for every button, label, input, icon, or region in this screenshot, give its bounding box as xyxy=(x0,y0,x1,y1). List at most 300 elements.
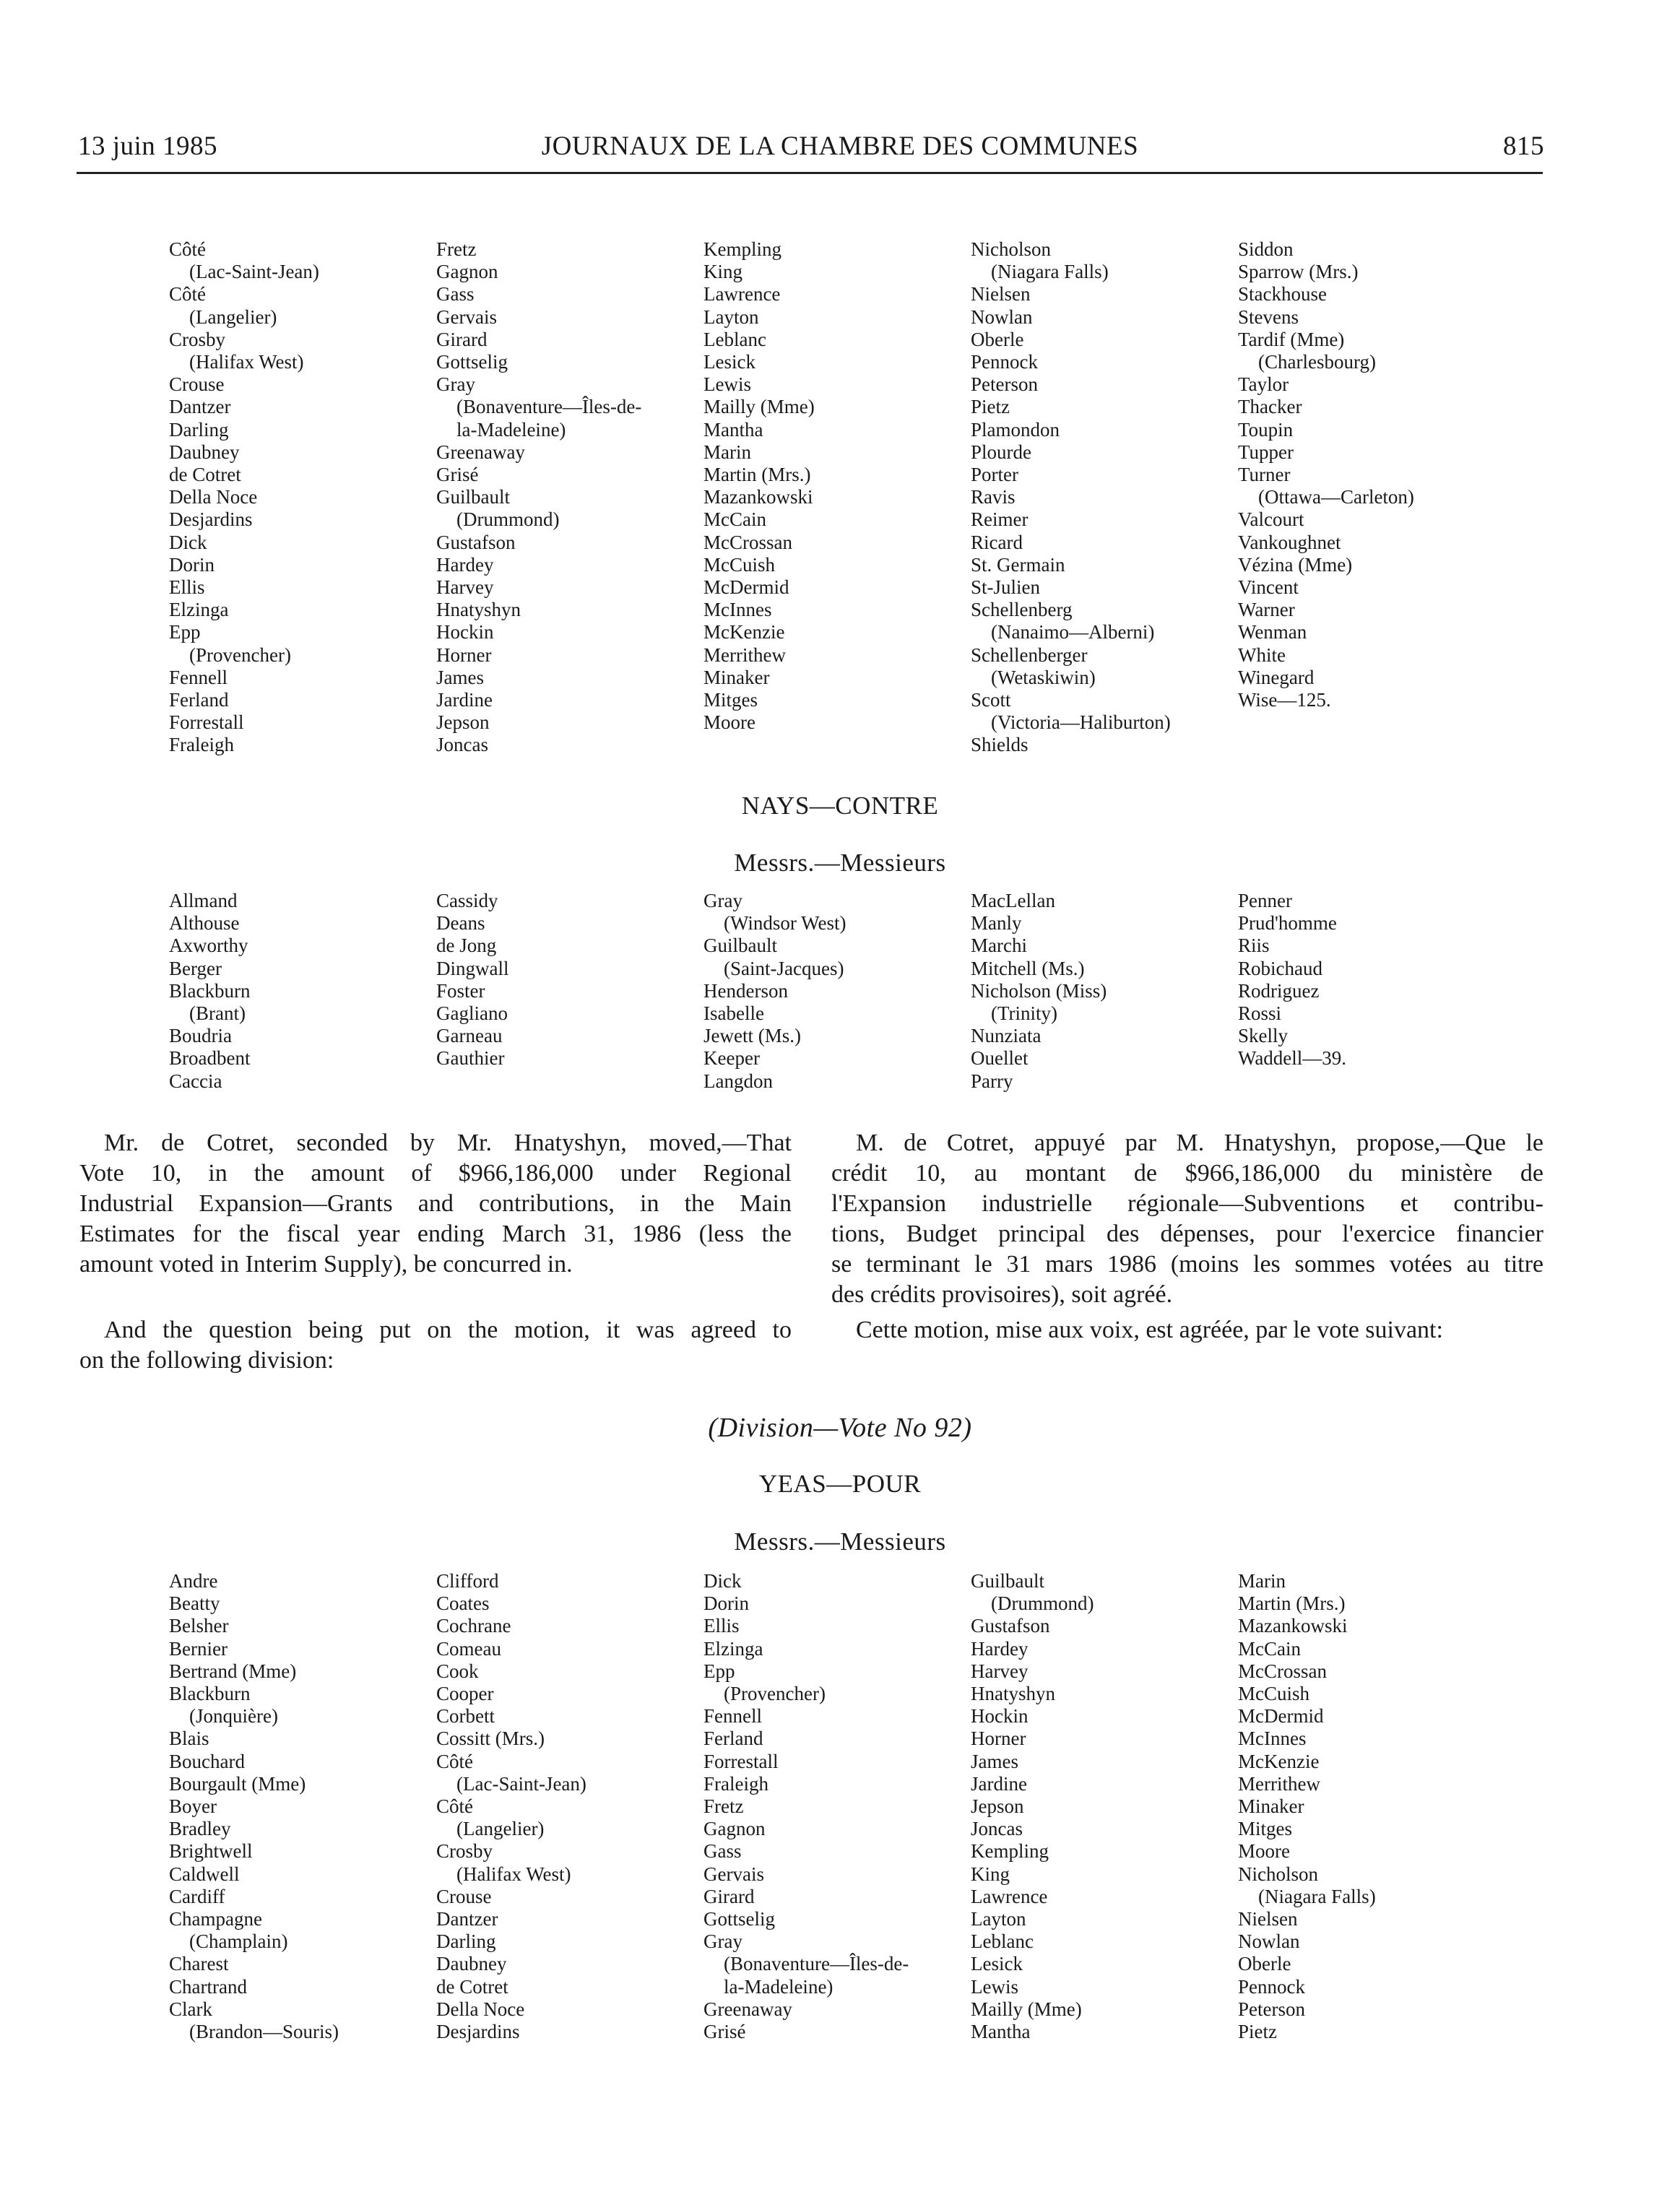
member-name: Lewis xyxy=(703,373,751,396)
member-name: Axworthy xyxy=(169,935,248,957)
member-name: Comeau xyxy=(436,1637,501,1660)
member-name: Dantzer xyxy=(436,1908,498,1930)
member-name: Penner xyxy=(1238,890,1292,911)
member-name: Berger xyxy=(169,957,222,979)
member-name: Guilbault xyxy=(436,486,510,508)
name-column xyxy=(169,890,429,1093)
member-name: (Langelier) xyxy=(456,1818,545,1840)
member-name: Wise—125. xyxy=(1238,689,1331,711)
member-name: (Brant) xyxy=(189,1002,246,1025)
member-name: Gottselig xyxy=(436,351,508,373)
member-name: (Victoria—Haliburton) xyxy=(991,711,1171,734)
member-name: Clark xyxy=(169,1998,212,2020)
member-name: MacLellan xyxy=(971,890,1055,911)
motion-french-line: des crédits provisoires), soit agréé. xyxy=(831,1281,1173,1308)
member-name: Pennock xyxy=(971,351,1038,373)
nays-subheading: Messrs.—Messieurs xyxy=(734,849,946,877)
member-name: Joncas xyxy=(436,734,488,756)
yeas-subheading: Messrs.—Messieurs xyxy=(734,1527,946,1556)
member-name: McCuish xyxy=(1238,1683,1310,1705)
member-name: Dorin xyxy=(169,553,215,576)
member-name: Rossi xyxy=(1238,1002,1282,1025)
member-name: (Drummond) xyxy=(456,508,560,531)
member-name: Fennell xyxy=(169,666,228,688)
name-column xyxy=(169,238,429,757)
member-name: Valcourt xyxy=(1238,508,1304,531)
member-name: Wenman xyxy=(1238,621,1307,643)
member-name: Jewett (Ms.) xyxy=(703,1025,801,1047)
member-name: Prud'homme xyxy=(1238,912,1337,935)
member-name: Skelly xyxy=(1238,1025,1289,1047)
member-name: Leblanc xyxy=(971,1930,1034,1953)
member-name: McInnes xyxy=(703,599,772,621)
member-name: Thacker xyxy=(1238,396,1302,418)
question-english xyxy=(79,1315,792,1376)
member-name: Crosby xyxy=(436,1840,493,1863)
member-name: Dingwall xyxy=(436,957,509,979)
member-name: McCrossan xyxy=(1238,1660,1327,1682)
member-name: Tardif (Mme) xyxy=(1238,328,1345,350)
member-name: Winegard xyxy=(1238,666,1315,688)
member-name: (Ottawa—Carleton) xyxy=(1258,486,1414,508)
member-name: (Nanaimo—Alberni) xyxy=(991,621,1155,643)
member-name: Sparrow (Mrs.) xyxy=(1238,261,1359,283)
member-name: Girard xyxy=(436,328,488,350)
name-column xyxy=(971,890,1231,1093)
member-name: St-Julien xyxy=(971,576,1041,599)
member-name: Riis xyxy=(1238,935,1270,957)
member-name: Ellis xyxy=(169,576,205,599)
member-name: Nicholson (Miss) xyxy=(971,979,1107,1002)
journal-title: JOURNAUX DE LA CHAMBRE DES COMMUNES xyxy=(541,131,1139,161)
header-rule xyxy=(77,172,1543,174)
member-name: Kempling xyxy=(971,1840,1049,1863)
member-name: Nicholson xyxy=(1238,1863,1318,1885)
member-name: (Jonquière) xyxy=(189,1705,278,1728)
motion-french-line: crédit 10, au montant de $966,186,000 du ministère de xyxy=(831,1160,1543,1187)
member-name: Warner xyxy=(1238,599,1295,621)
member-name: Merrithew xyxy=(703,643,786,666)
member-name: Blackburn xyxy=(169,979,251,1002)
member-name: (Drummond) xyxy=(991,1592,1094,1615)
member-name: Beatty xyxy=(169,1592,220,1615)
member-name: Bernier xyxy=(169,1637,228,1660)
member-name: Minaker xyxy=(1238,1795,1304,1818)
member-name: (Trinity) xyxy=(991,1002,1058,1025)
member-name: Hardey xyxy=(436,553,494,576)
member-name: (Lac-Saint-Jean) xyxy=(456,1772,586,1795)
motion-english-line: amount voted in Interim Supply), be concurred in. xyxy=(79,1251,573,1278)
member-name: Jardine xyxy=(971,1772,1027,1795)
member-name: Rodriguez xyxy=(1238,979,1320,1002)
member-name: James xyxy=(436,666,484,688)
member-name: Plourde xyxy=(971,441,1031,463)
member-name: Cossitt (Mrs.) xyxy=(436,1728,545,1750)
member-name: Brightwell xyxy=(169,1840,253,1863)
member-name: Gray xyxy=(436,373,475,396)
member-name: McCain xyxy=(703,508,766,531)
member-name: McKenzie xyxy=(1238,1750,1320,1772)
member-name: Moore xyxy=(1238,1840,1290,1863)
member-name: Vincent xyxy=(1238,576,1299,599)
member-name: la-Madeleine) xyxy=(724,1975,833,1998)
member-name: Pennock xyxy=(1238,1975,1305,1998)
member-name: White xyxy=(1238,643,1286,666)
member-name: Ellis xyxy=(703,1615,740,1637)
member-name: Bourgault (Mme) xyxy=(169,1772,306,1795)
member-name: Della Noce xyxy=(169,486,258,508)
member-name: Porter xyxy=(971,464,1018,486)
member-name: St. Germain xyxy=(971,553,1065,576)
member-name: Harvey xyxy=(436,576,494,599)
member-name: Cooper xyxy=(436,1683,494,1705)
member-name: (Brandon—Souris) xyxy=(189,2021,339,2043)
member-name: Toupin xyxy=(1238,418,1294,441)
member-name: Gervais xyxy=(703,1863,764,1885)
member-name: Martin (Mrs.) xyxy=(703,464,811,486)
member-name: Nielsen xyxy=(1238,1908,1298,1930)
question-french-line: Cette motion, mise aux voix, est agréée, par le vote suivant: xyxy=(856,1317,1443,1343)
member-name: Crouse xyxy=(436,1885,492,1907)
member-name: Cassidy xyxy=(436,890,498,911)
member-name: Robichaud xyxy=(1238,957,1322,979)
member-name: Horner xyxy=(436,643,492,666)
member-name: Foster xyxy=(436,979,485,1002)
member-name: Bradley xyxy=(169,1818,231,1840)
member-name: Manly xyxy=(971,912,1022,935)
question-french xyxy=(831,1315,1543,1345)
member-name: Lawrence xyxy=(971,1885,1048,1907)
member-name: Elzinga xyxy=(169,599,229,621)
member-name: (Langelier) xyxy=(189,305,277,328)
member-name: Belsher xyxy=(169,1615,229,1637)
member-name: (Halifax West) xyxy=(456,1863,571,1885)
member-name: Gustafson xyxy=(436,531,516,553)
member-name: Reimer xyxy=(971,508,1029,531)
member-name: Gottselig xyxy=(703,1908,775,1930)
member-name: Peterson xyxy=(971,373,1038,396)
member-name: Stevens xyxy=(1238,305,1299,328)
member-name: Mitges xyxy=(1238,1818,1293,1840)
member-name: Layton xyxy=(703,305,759,328)
member-name: Daubney xyxy=(169,441,240,463)
member-name: Marchi xyxy=(971,935,1027,957)
member-name: Forrestall xyxy=(703,1750,779,1772)
member-name: Ferland xyxy=(169,689,229,711)
member-name: Gagnon xyxy=(436,261,498,283)
member-name: Daubney xyxy=(436,1953,507,1975)
name-column xyxy=(971,1570,1231,2043)
member-name: (Provencher) xyxy=(724,1683,826,1705)
motion-english-line: Mr. de Cotret, seconded by Mr. Hnatyshyn, moved,—That xyxy=(104,1130,792,1156)
member-name: Hnatyshyn xyxy=(971,1683,1055,1705)
division-title: (Division—Vote No 92) xyxy=(708,1413,972,1443)
member-name: Oberle xyxy=(971,328,1024,350)
member-name: Isabelle xyxy=(703,1002,764,1025)
name-column xyxy=(1238,890,1498,1070)
member-name: la-Madeleine) xyxy=(456,418,566,441)
member-name: King xyxy=(971,1863,1010,1885)
member-name: McDermid xyxy=(1238,1705,1324,1728)
member-name: Girard xyxy=(703,1885,755,1907)
member-name: Leblanc xyxy=(703,328,766,350)
member-name: (Lac-Saint-Jean) xyxy=(189,261,319,283)
member-name: Nowlan xyxy=(971,305,1033,328)
member-name: de Cotret xyxy=(436,1975,508,1998)
member-name: Fennell xyxy=(703,1705,762,1728)
member-name: Côté xyxy=(169,283,206,305)
member-name: Fretz xyxy=(436,238,477,260)
member-name: Charest xyxy=(169,1953,229,1975)
member-name: Garneau xyxy=(436,1025,503,1047)
member-name: (Charlesbourg) xyxy=(1258,351,1376,373)
member-name: Gass xyxy=(436,283,475,305)
member-name: (Niagara Falls) xyxy=(1258,1885,1376,1907)
member-name: Boudria xyxy=(169,1025,232,1047)
member-name: Jardine xyxy=(436,689,493,711)
member-name: Vézina (Mme) xyxy=(1238,553,1353,576)
member-name: Corbett xyxy=(436,1705,495,1728)
motion-english xyxy=(79,1128,792,1280)
name-column xyxy=(436,1570,696,2043)
member-name: Henderson xyxy=(703,979,788,1002)
member-name: Gauthier xyxy=(436,1047,505,1070)
member-name: Chartrand xyxy=(169,1975,247,1998)
motion-english-line: Estimates for the fiscal year ending March 31, 1986 (less the xyxy=(79,1221,792,1247)
member-name: Nicholson xyxy=(971,238,1051,260)
member-name: (Windsor West) xyxy=(724,912,847,935)
member-name: King xyxy=(703,261,742,283)
member-name: Fraleigh xyxy=(169,734,234,756)
member-name: Siddon xyxy=(1238,238,1294,260)
member-name: James xyxy=(971,1750,1018,1772)
name-column xyxy=(1238,238,1498,711)
member-name: Cook xyxy=(436,1660,479,1682)
member-name: Nowlan xyxy=(1238,1930,1300,1953)
member-name: Ravis xyxy=(971,486,1016,508)
member-name: Epp xyxy=(169,621,201,643)
member-name: Broadbent xyxy=(169,1047,251,1070)
member-name: Caldwell xyxy=(169,1863,240,1885)
member-name: Ricard xyxy=(971,531,1023,553)
member-name: (Wetaskiwin) xyxy=(991,666,1096,688)
member-name: Schellenberger xyxy=(971,643,1088,666)
member-name: Joncas xyxy=(971,1818,1023,1840)
member-name: Langdon xyxy=(703,1070,773,1092)
member-name: Cardiff xyxy=(169,1885,225,1907)
member-name: Marin xyxy=(703,441,751,463)
member-name: Jepson xyxy=(971,1795,1024,1818)
member-name: Blackburn xyxy=(169,1683,251,1705)
member-name: Marin xyxy=(1238,1570,1286,1592)
member-name: Della Noce xyxy=(436,1998,525,2020)
name-column xyxy=(436,890,696,1070)
member-name: Vankoughnet xyxy=(1238,531,1341,553)
member-name: Nielsen xyxy=(971,283,1031,305)
member-name: Plamondon xyxy=(971,418,1060,441)
motion-english-line: Industrial Expansion—Grants and contributions, in the Main xyxy=(79,1190,792,1217)
member-name: de Cotret xyxy=(169,464,241,486)
member-name: McKenzie xyxy=(703,621,785,643)
member-name: Scott xyxy=(971,689,1011,711)
name-column xyxy=(703,1570,964,2043)
member-name: Pietz xyxy=(971,396,1010,418)
member-name: (Provencher) xyxy=(189,643,291,666)
member-name: Ouellet xyxy=(971,1047,1029,1070)
member-name: Blais xyxy=(169,1728,209,1750)
member-name: Bertrand (Mme) xyxy=(169,1660,297,1682)
member-name: Merrithew xyxy=(1238,1772,1320,1795)
member-name: Harvey xyxy=(971,1660,1029,1682)
member-name: McCrossan xyxy=(703,531,792,553)
member-name: Darling xyxy=(169,418,229,441)
member-name: (Niagara Falls) xyxy=(991,261,1109,283)
member-name: Fretz xyxy=(703,1795,744,1818)
member-name: Deans xyxy=(436,912,485,935)
member-name: de Jong xyxy=(436,935,497,957)
member-name: Darling xyxy=(436,1930,496,1953)
motion-english-line: Vote 10, in the amount of $966,186,000 under Regional xyxy=(79,1160,792,1187)
member-name: Gagliano xyxy=(436,1002,508,1025)
member-name: Greenaway xyxy=(436,441,525,463)
member-name: Bouchard xyxy=(169,1750,245,1772)
name-column xyxy=(1238,1570,1498,2043)
member-name: Dantzer xyxy=(169,396,231,418)
motion-french xyxy=(831,1128,1543,1310)
member-name: Caccia xyxy=(169,1070,222,1092)
member-name: (Saint-Jacques) xyxy=(724,957,844,979)
member-name: Coates xyxy=(436,1592,490,1615)
nays-heading: NAYS—CONTRE xyxy=(741,792,939,820)
member-name: Mailly (Mme) xyxy=(703,396,815,418)
member-name: Mantha xyxy=(971,2021,1031,2043)
member-name: Guilbault xyxy=(971,1570,1044,1592)
member-name: Mazankowski xyxy=(1238,1615,1348,1637)
member-name: (Champlain) xyxy=(189,1930,288,1953)
member-name: Lawrence xyxy=(703,283,781,305)
member-name: Waddell—39. xyxy=(1238,1047,1347,1070)
member-name: Elzinga xyxy=(703,1637,763,1660)
member-name: Layton xyxy=(971,1908,1026,1930)
member-name: Hardey xyxy=(971,1637,1029,1660)
member-name: McCuish xyxy=(703,553,776,576)
member-name: Hockin xyxy=(436,621,494,643)
member-name: Boyer xyxy=(169,1795,217,1818)
member-name: Epp xyxy=(703,1660,735,1682)
member-name: Grisé xyxy=(436,464,479,486)
member-name: Allmand xyxy=(169,890,238,911)
member-name: Hnatyshyn xyxy=(436,599,521,621)
member-name: Tupper xyxy=(1238,441,1294,463)
member-name: Dorin xyxy=(703,1592,749,1615)
member-name: Jepson xyxy=(436,711,490,734)
member-name: Althouse xyxy=(169,912,240,935)
member-name: Peterson xyxy=(1238,1998,1305,2020)
member-name: Côté xyxy=(436,1795,473,1818)
member-name: (Halifax West) xyxy=(189,351,304,373)
member-name: Lesick xyxy=(703,351,755,373)
name-column xyxy=(703,890,964,1093)
member-name: Fraleigh xyxy=(703,1772,768,1795)
member-name: McInnes xyxy=(1238,1728,1307,1750)
name-column xyxy=(169,1570,429,2043)
member-name: Lewis xyxy=(971,1975,1018,1998)
member-name: Pietz xyxy=(1238,2021,1277,2043)
member-name: Côté xyxy=(436,1750,473,1772)
member-name: Oberle xyxy=(1238,1953,1291,1975)
member-name: Schellenberg xyxy=(971,599,1073,621)
member-name: Keeper xyxy=(703,1047,760,1070)
question-english-line: on the following division: xyxy=(79,1347,334,1374)
member-name: Taylor xyxy=(1238,373,1289,396)
name-column xyxy=(436,238,696,757)
member-name: McDermid xyxy=(703,576,789,599)
member-name: Andre xyxy=(169,1570,218,1592)
member-name: (Bonaventure—Îles-de- xyxy=(724,1953,909,1975)
member-name: Cochrane xyxy=(436,1615,511,1637)
member-name: Kempling xyxy=(703,238,781,260)
member-name: Gervais xyxy=(436,305,497,328)
member-name: Ferland xyxy=(703,1728,763,1750)
member-name: Clifford xyxy=(436,1570,499,1592)
member-name: Parry xyxy=(971,1070,1013,1092)
member-name: Desjardins xyxy=(436,2021,520,2043)
member-name: Grisé xyxy=(703,2021,746,2043)
motion-french-line: M. de Cotret, appuyé par M. Hnatyshyn, propose,—Que le xyxy=(856,1130,1543,1156)
question-english-line: And the question being put on the motion, it was agreed to xyxy=(104,1317,792,1343)
member-name: Dick xyxy=(703,1570,742,1592)
member-name: Desjardins xyxy=(169,508,253,531)
motion-french-line: l'Expansion industrielle régionale—Subventions et contribu- xyxy=(831,1190,1543,1217)
name-column xyxy=(703,238,964,734)
member-name: Lesick xyxy=(971,1953,1023,1975)
motion-french-line: tions, Budget principal des dépenses, pour l'exercice financier xyxy=(831,1221,1543,1247)
page-number: 815 xyxy=(1503,131,1544,161)
page-date: 13 juin 1985 xyxy=(78,131,218,161)
member-name: Mitchell (Ms.) xyxy=(971,957,1085,979)
member-name: Mazankowski xyxy=(703,486,813,508)
member-name: Crosby xyxy=(169,328,226,350)
member-name: Guilbault xyxy=(703,935,777,957)
name-column xyxy=(971,238,1231,757)
member-name: (Bonaventure—Îles-de- xyxy=(456,396,642,418)
member-name: Gray xyxy=(703,1930,742,1953)
member-name: Horner xyxy=(971,1728,1026,1750)
member-name: Gagnon xyxy=(703,1818,766,1840)
member-name: Turner xyxy=(1238,464,1291,486)
member-name: Greenaway xyxy=(703,1998,792,2020)
member-name: Hockin xyxy=(971,1705,1029,1728)
member-name: Moore xyxy=(703,711,755,734)
member-name: Gustafson xyxy=(971,1615,1050,1637)
motion-french-line: se terminant le 31 mars 1986 (moins les sommes votées au titre xyxy=(831,1251,1543,1278)
member-name: Dick xyxy=(169,531,207,553)
member-name: Gass xyxy=(703,1840,742,1863)
member-name: Nunziata xyxy=(971,1025,1042,1047)
member-name: Shields xyxy=(971,734,1029,756)
yeas-heading: YEAS—POUR xyxy=(758,1470,922,1498)
member-name: Gray xyxy=(703,890,742,911)
member-name: Martin (Mrs.) xyxy=(1238,1592,1346,1615)
member-name: McCain xyxy=(1238,1637,1301,1660)
member-name: Champagne xyxy=(169,1908,262,1930)
member-name: Mitges xyxy=(703,689,758,711)
member-name: Côté xyxy=(169,238,206,260)
member-name: Mailly (Mme) xyxy=(971,1998,1082,2020)
member-name: Forrestall xyxy=(169,711,244,734)
member-name: Crouse xyxy=(169,373,225,396)
member-name: Mantha xyxy=(703,418,763,441)
